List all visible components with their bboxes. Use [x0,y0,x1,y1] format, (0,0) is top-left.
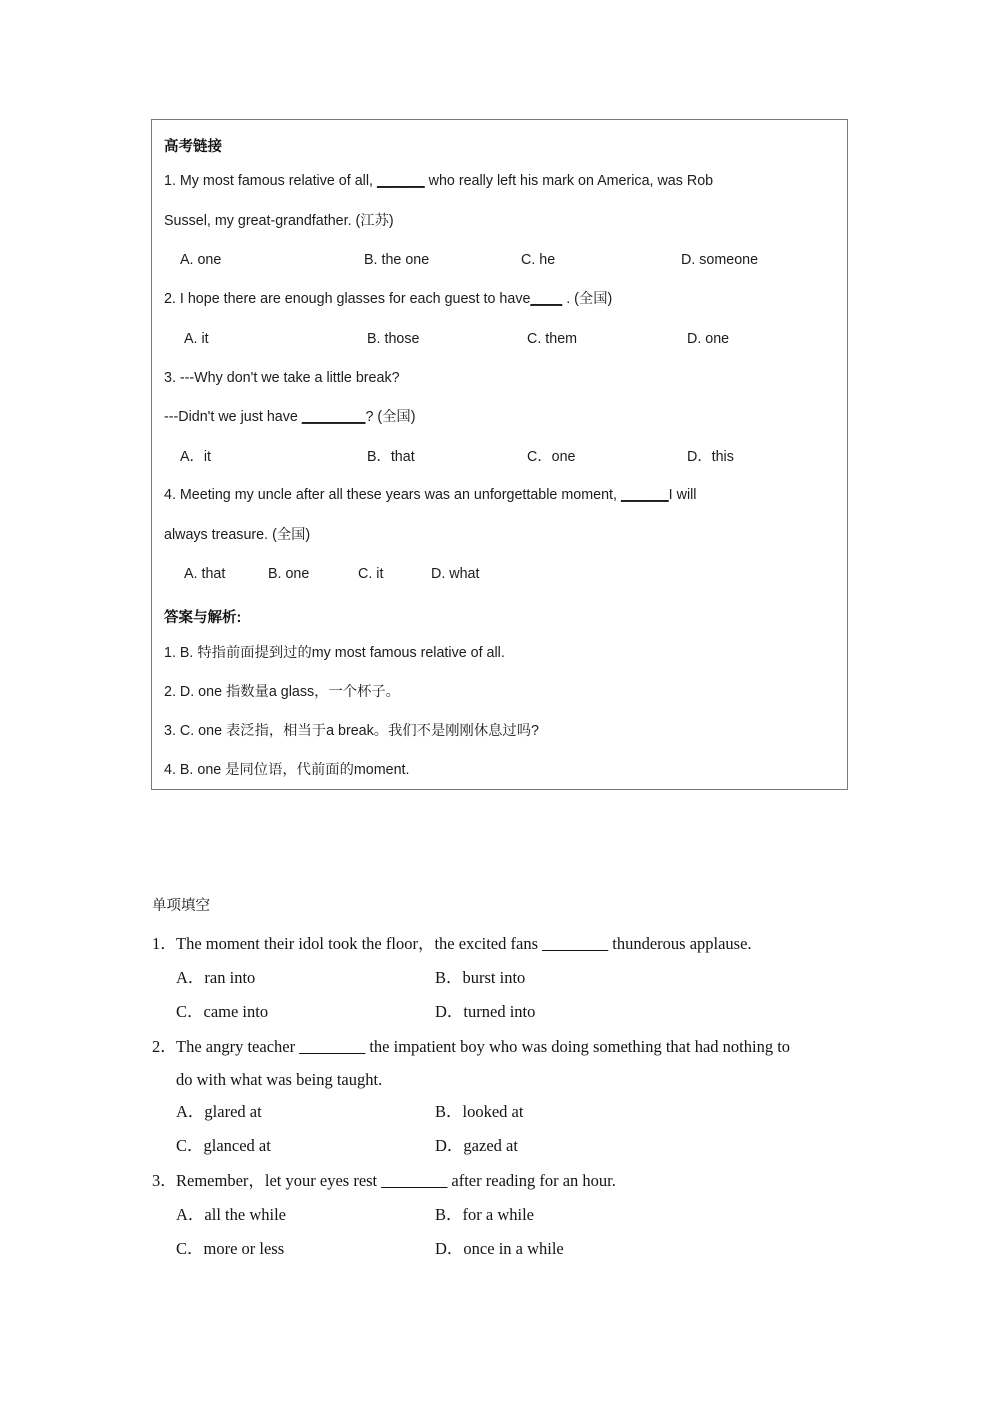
mc-question-3-option-b[interactable]: B．for a while [435,1205,534,1224]
question-1-options [164,253,834,268]
question-4-option-a[interactable]: A. that [184,566,226,582]
mc-question-3-blank: ________ [381,1171,448,1190]
question-3-option-a[interactable]: A．it [180,449,211,465]
question-3-text-post: ? (全国) [365,409,416,425]
gaokao-link-box [151,119,848,790]
question-2-option-b[interactable]: B. those [367,331,420,347]
question-2-blank: ____ [530,291,563,307]
question-2-options [164,332,834,347]
mc-question-1-option-d[interactable]: D．turned into [435,1002,536,1021]
question-4-options [164,567,834,582]
answer-line-3: 3. C. one 表泛指，相当于a break。我们不是刚刚休息过吗? [164,723,539,739]
question-4-line-2: always treasure. (全国) [164,527,311,543]
question-1-text-post: who really left his mark on America, was Rob [424,173,714,189]
question-4-option-d[interactable]: D. what [431,566,480,582]
mc-question-2-post: the impatient boy who was doing something that had nothing to [365,1037,791,1056]
mc-question-2-option-c[interactable]: C．glanced at [176,1136,271,1155]
question-1-text-pre: 1. My most famous relative of all, [164,173,377,189]
mc-question-3-stem [176,1173,616,1190]
question-3-option-d[interactable]: D．this [687,449,734,465]
mc-question-1-blank: ________ [542,934,609,953]
question-3-line-1: 3. ---Why don't we take a little break? [164,370,400,386]
box-heading: 高考链接 [164,139,222,155]
mc-question-1-stem [176,936,752,953]
mc-question-2-option-a[interactable]: A．glared at [176,1102,262,1121]
question-2-text-post: . (全国) [562,291,613,307]
question-1-option-c[interactable]: C. he [521,252,556,268]
answer-line-2: 2. D. one 指数量a glass，一个杯子。 [164,684,400,700]
mc-question-2-option-b[interactable]: B．looked at [435,1102,524,1121]
mc-question-1-pre: The moment their idol took the floor，the excited fans [176,934,543,953]
question-1-option-a[interactable]: A. one [180,252,222,268]
question-2-option-a[interactable]: A. it [184,331,209,347]
question-3-options [164,450,834,465]
mc-question-3-post: after reading for an hour. [447,1171,616,1190]
question-3-option-b[interactable]: B．that [367,449,415,465]
question-3-line-2 [164,410,415,424]
mc-question-1-post: thunderous applause. [608,934,752,953]
question-2-option-d[interactable]: D. one [687,331,730,347]
mc-question-1-number: 1． [152,934,177,953]
mc-question-3-pre: Remember，let your eyes rest [176,1171,382,1190]
question-1-option-b[interactable]: B. the one [364,252,430,268]
mc-question-2-stem-line-1 [176,1039,790,1056]
mc-question-1-option-c[interactable]: C．came into [176,1002,269,1021]
question-3-option-c[interactable]: C．one [527,449,576,465]
question-2-option-c[interactable]: C. them [527,331,578,347]
mc-question-3-number: 3． [152,1171,177,1190]
mc-question-2-option-d[interactable]: D．gazed at [435,1136,518,1155]
answer-line-4: 4. B. one 是同位语，代前面的moment. [164,762,410,778]
mc-question-2-pre: The angry teacher [176,1037,300,1056]
question-4-option-b[interactable]: B. one [268,566,310,582]
question-2-line-1 [164,292,612,306]
mc-question-3-option-d[interactable]: D．once in a while [435,1239,564,1258]
question-2-text-pre: 2. I hope there are enough glasses for each guest to have [164,291,531,307]
question-1-option-d[interactable]: D. someone [681,252,759,268]
mc-question-2-number: 2． [152,1037,177,1056]
question-3-blank: ________ [301,409,366,425]
question-3-text-pre: ---Didn't we just have [164,409,302,425]
mc-question-1-option-a[interactable]: A．ran into [176,968,256,987]
answer-line-1: 1. B. 特指前面提到过的my most famous relative of all. [164,645,505,661]
mc-question-3-option-a[interactable]: A．all the while [176,1205,286,1224]
question-1-blank: ______ [376,173,425,189]
question-4-line-1 [164,488,696,502]
question-4-text-post: I will [668,487,697,503]
mc-question-2-stem-line-2: do with what was being taught. [176,1070,383,1089]
mc-question-1-option-b[interactable]: B．burst into [435,968,526,987]
question-1-line-1 [164,174,713,188]
mc-question-2-blank: ________ [299,1037,366,1056]
answers-heading: 答案与解析: [164,610,242,626]
question-4-text-pre: 4. Meeting my uncle after all these years was an unforgettable moment, [164,487,621,503]
question-4-blank: ______ [620,487,669,503]
section-title: 单项填空 [152,898,210,914]
question-1-line-2: Sussel, my great-grandfather. (江苏) [164,213,394,229]
question-4-option-c[interactable]: C. it [358,566,384,582]
mc-question-3-option-c[interactable]: C．more or less [176,1239,285,1258]
